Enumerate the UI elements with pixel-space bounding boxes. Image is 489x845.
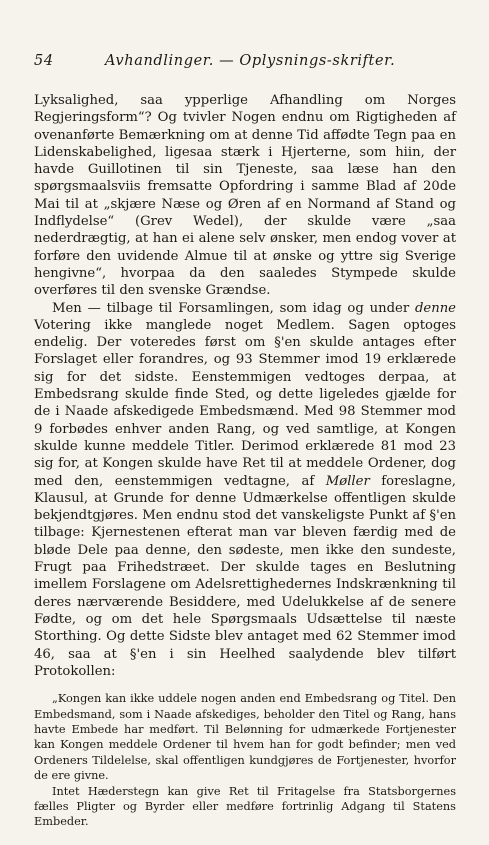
- emphasis-moller: Møller: [325, 473, 370, 489]
- paragraph-2-part-b: Votering ikke manglede noget Medlem. Sagen optoges endelig. Der voteredes først om §'en skulde antages efter Forslaget eller forandres, og 93 Stemmer imod 19 erklærede sig for det sidste. Eenstemmigen vedtoges derpaa, at Embedsrang skulde finde Sted, og dette ligeledes gjælde for de i Naade afskedigede Embedsmænd. Med 98 Stemmer mod 9 forbødes enhver anden Rang, og ved samtlige, at Kongen skulde kunne meddele Titler. Derimod erklærede 81 mod 23 sig for, at Kongen skulde have Ret til at meddele Ordener, dog med den, eenstemmigen vedtagne, af: [34, 317, 456, 489]
- quote-paragraph-2: Intet Hæderstegn kan give Ret til Fritagelse fra Statsborgernes fælles Pligter og Byrder eller medføre fortrinlig Adgang til Statens Embeder.: [34, 784, 456, 829]
- emphasis-denne: denne: [414, 300, 456, 316]
- page-header: [34, 53, 454, 73]
- paragraph-2: [34, 300, 456, 681]
- paragraph-2-part-c: foreslagne, Klausul, at Grunde for denne Udmærkelse offentligen skulde bekjendtgjøres. Men endnu stod det vanskeligste Punkt af §'en tilbage: Kjernestenen efterat man var bleven færdig med de bløde Dele paa denne, den sødeste, men ikke den sundeste, Frugt paa Frihedstræet. Der skulde tages en Beslutning imellem Forslagene om Adelsrettighedernes Indskrænkning til deres nærværende Besiddere, med Udelukkelse af de senere Fødte, og om det hele Spørgsmaals Udsættelse til næste Storthing. Og dette Sidste blev antaget med 62 Stemmer imod 46, saa at §'en i sin Heelhed saalydende blev tilført Protokollen:: [34, 473, 456, 679]
- page-number: 54: [34, 53, 54, 69]
- paragraph-2-part-a: Men — tilbage til Forsamlingen, som idag og under: [52, 300, 415, 316]
- running-title: Avhandlinger. — Oplysnings-skrifter.: [105, 53, 396, 69]
- quoted-protocol: [34, 691, 456, 830]
- main-text: [34, 92, 456, 830]
- paragraph-1: Lyksalighed, saa ypperlige Afhandling om Norges Regjeringsform“? Og tvivler Nogen endnu om Rigtigheden af ovenanførte Bemærkning om at denne Tid affødte Tegn paa en Lidenskabelighed, ligesaa stærk i Hjerterne, som hiin, der havde Guillotinen til sin Tjeneste, saa læse han den spørgsmaalsviis fremsatte Opfordring i samme Blad af 20de Mai til at „skjære Næse og Øren af en Normand af Stand og Indflydelse“ (Grev Wedel), der skulde være „saa nederdrægtig, at han ei alene selv ønsker, men endog vover at forføre den uvidende Almue til at ønske og yttre sig Sverige hengivne“, hvorpaa da den saaledes Stympede skulde overføres til den svenske Grændse.: [34, 93, 456, 299]
- quote-paragraph-1: „Kongen kan ikke uddele nogen anden end Embedsrang og Titel. Den Embedsmand, som i Naade afskediges, beholder den Titel og Rang, hans havte Embede har medført. Til Belønning for udmærkede Fortjenester kan Kongen meddele Ordener til hvem han for godt befinder; men ved Ordeners Tildelelse, skal offentligen kundgjøres de Fortjenester, hvorfor de ere givne.: [34, 692, 456, 783]
